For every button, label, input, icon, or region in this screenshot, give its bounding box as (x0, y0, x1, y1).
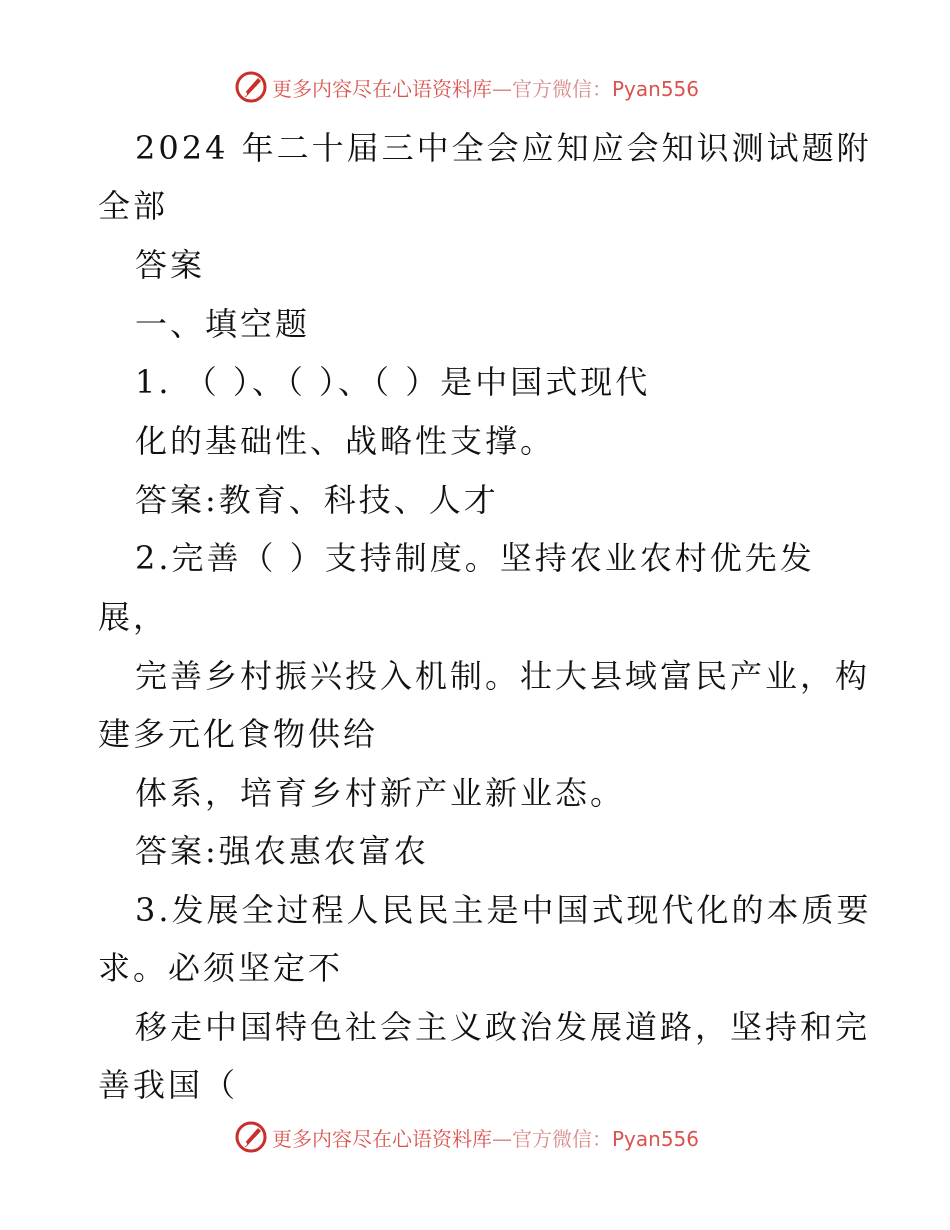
banner-text (272, 76, 699, 102)
header-banner (0, 70, 950, 110)
question-2-cont: 体系，培育乡村新产业新业态。 (135, 774, 626, 812)
pen-logo-icon (234, 70, 268, 104)
question-2-cont: 完善乡村振兴投入机制。壮大县域富民产业，构 (135, 657, 871, 695)
question-3-cont: 移走中国特色社会主义政治发展道路，坚持和完 (135, 1008, 871, 1046)
question-2-cont: 展， (98, 598, 169, 636)
footer-banner (0, 1120, 950, 1160)
question-2: 2.完善（ ）支持制度。坚持农业农村优先发 (135, 539, 815, 577)
section-heading: 一、填空题 (135, 305, 311, 343)
banner-text (272, 1126, 699, 1152)
question-3: 3.发展全过程人民民主是中国式现代化的本质要 (135, 891, 872, 929)
question-1: 1. （ ）、（ ）、（ ）是中国式现代 (135, 363, 651, 401)
question-1-cont: 化的基础性、战略性支撑。 (135, 422, 556, 460)
doc-subtitle: 答案 (135, 246, 206, 284)
banner-separator: — (492, 77, 512, 101)
banner-wechat-label: 官方微信： (512, 77, 612, 101)
banner-wechat-id: Pyan556 (612, 1127, 700, 1151)
banner-separator: — (492, 1127, 512, 1151)
question-3-cont: 善我国（ (98, 1066, 239, 1104)
doc-title: 2024 年二十届三中全会应知应会知识测试题附 (135, 129, 872, 167)
question-2-cont: 建多元化食物供给 (98, 715, 379, 753)
banner-brand: 更多内容尽在心语资料库 (272, 77, 492, 101)
answer-2: 答案:强农惠农富农 (135, 832, 429, 870)
banner-brand: 更多内容尽在心语资料库 (272, 1127, 492, 1151)
doc-title-cont: 全部 (98, 187, 169, 225)
answer-1: 答案:教育、科技、人才 (135, 481, 499, 519)
banner-wechat-id: Pyan556 (612, 77, 700, 101)
banner-wechat-label: 官方微信： (512, 1127, 612, 1151)
question-3-cont: 求。必须坚定不 (98, 949, 344, 987)
pen-logo-icon (234, 1120, 268, 1154)
